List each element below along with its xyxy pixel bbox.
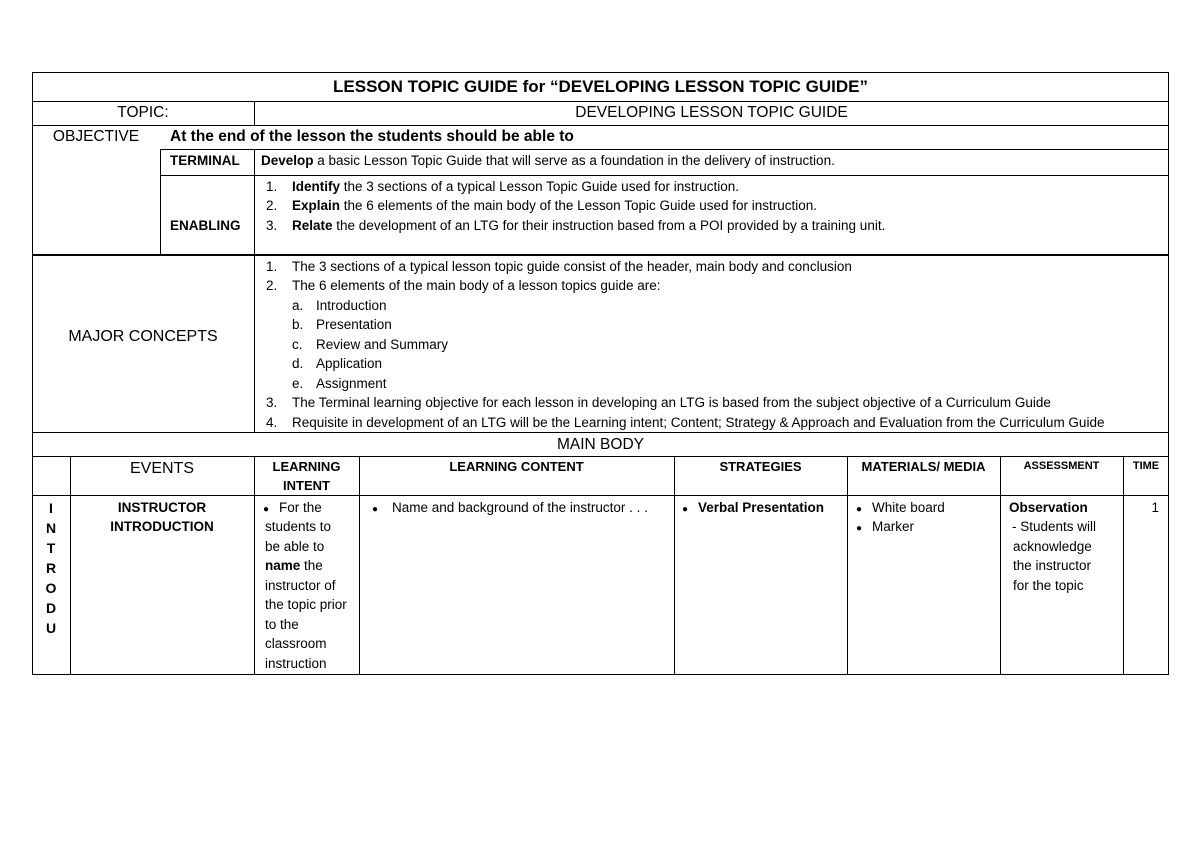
col-header-assessment: ASSESSMENT	[1023, 460, 1100, 472]
enabling-objective-3: 3. Relate the development of an LTG for their instruction based from a POI provided by a training unit.	[266, 218, 886, 233]
section-letter: T	[46, 540, 56, 556]
bullet-icon: ●	[372, 504, 379, 515]
bullet-icon: ●	[856, 523, 863, 534]
section-letter: O	[45, 580, 57, 596]
terminal-label: TERMINAL	[170, 153, 240, 168]
event-name-line-2: INTRODUCTION	[110, 519, 214, 534]
learning-intent-line: be able to	[265, 539, 325, 554]
time-value: 1	[1151, 500, 1159, 515]
divider	[160, 149, 161, 254]
topic-label: TOPIC:	[117, 104, 169, 121]
bullet-icon: ●	[263, 504, 270, 515]
concept-item-1: 1. The 3 sections of a typical lesson topic guide consist of the header, main body and conclusion	[266, 259, 852, 274]
divider	[1000, 456, 1001, 675]
material-item: ● Marker	[856, 517, 914, 539]
material-item: ● White board	[856, 498, 945, 520]
objective-intro: At the end of the lesson the students should be able to	[170, 128, 574, 145]
col-header-intent-1: LEARNING	[272, 459, 341, 474]
bullet-icon: ●	[856, 504, 863, 515]
assessment-title: Observation	[1009, 500, 1088, 515]
divider	[254, 255, 255, 432]
enabling-label: ENABLING	[170, 218, 241, 233]
divider	[32, 101, 1169, 102]
col-header-events: EVENTS	[129, 460, 194, 477]
col-header-time: TIME	[1132, 460, 1160, 472]
concept-subitem: d. Application	[292, 356, 383, 371]
assessment-line: for the topic	[1013, 578, 1084, 593]
learning-intent-line: students to	[265, 519, 332, 534]
col-header-strategies: STRATEGIES	[719, 459, 802, 474]
divider	[160, 149, 1169, 150]
divider	[32, 495, 1169, 496]
assessment-line: acknowledge	[1013, 539, 1092, 554]
learning-intent-line: classroom	[265, 636, 327, 651]
divider	[254, 149, 255, 254]
divider	[1123, 456, 1124, 675]
learning-intent-line: instruction	[265, 656, 327, 671]
learning-intent-line: ● For the	[263, 498, 322, 520]
section-letter: I	[49, 500, 53, 516]
learning-intent-line: name the	[265, 558, 323, 573]
section-letter: U	[45, 620, 57, 636]
assessment-line: the instructor	[1013, 558, 1092, 573]
terminal-objective	[261, 151, 835, 171]
objective-label: OBJECTIVE	[52, 128, 140, 145]
section-letter: R	[45, 560, 57, 576]
strategy-item: ● Verbal Presentation	[682, 498, 824, 520]
divider	[32, 254, 1169, 256]
learning-intent-line: to the	[265, 617, 299, 632]
assessment-line: - Students will	[1012, 519, 1097, 534]
divider	[160, 175, 1169, 176]
learning-intent-line: instructor of	[265, 578, 336, 593]
concept-subitem: c. Review and Summary	[292, 337, 449, 352]
concept-subitem: e. Assignment	[292, 376, 387, 391]
main-body-label: MAIN BODY	[557, 436, 644, 453]
section-letter: D	[45, 600, 57, 616]
concept-item-2: 2. The 6 elements of the main body of a lesson topics guide are:	[266, 278, 661, 293]
learning-intent-line: the topic prior	[265, 597, 347, 612]
divider	[32, 125, 1169, 126]
major-concepts-label: MAJOR CONCEPTS	[68, 328, 218, 345]
divider	[359, 456, 360, 675]
event-name-line-1: INSTRUCTOR	[117, 500, 207, 515]
divider	[847, 456, 848, 675]
col-header-intent-2: INTENT	[283, 478, 330, 493]
concept-item-4: 4. Requisite in development of an LTG will be the Learning intent; Content; Strategy & Approach and Evaluation from the Curriculum Guide	[266, 415, 1105, 430]
col-header-content: LEARNING CONTENT	[449, 459, 584, 474]
terminal-verb: Develop	[261, 153, 314, 168]
divider	[70, 456, 71, 675]
topic-value: DEVELOPING LESSON TOPIC GUIDE	[575, 104, 848, 121]
document-title: LESSON TOPIC GUIDE for “DEVELOPING LESSON TOPIC GUIDE”	[333, 77, 868, 96]
col-header-materials: MATERIALS/ MEDIA	[861, 459, 986, 474]
section-letter: N	[45, 520, 57, 536]
divider	[674, 456, 675, 675]
enabling-objective-1: 1. Identify the 3 sections of a typical Lesson Topic Guide used for instruction.	[266, 179, 739, 194]
concept-subitem: a. Introduction	[292, 298, 387, 313]
terminal-text: a basic Lesson Topic Guide that will serve as a foundation in the delivery of instruction.	[313, 153, 835, 168]
bullet-icon: ●	[682, 504, 689, 515]
concept-item-3: 3. The Terminal learning objective for each lesson in developing an LTG is based from the subject objective of a Curriculum Guide	[266, 395, 1051, 410]
enabling-objective-2: 2. Explain the 6 elements of the main body of the Lesson Topic Guide used for instruction.	[266, 198, 818, 213]
learning-content: ● Name and background of the instructor . . .	[372, 498, 648, 520]
concept-subitem: b. Presentation	[292, 317, 392, 332]
